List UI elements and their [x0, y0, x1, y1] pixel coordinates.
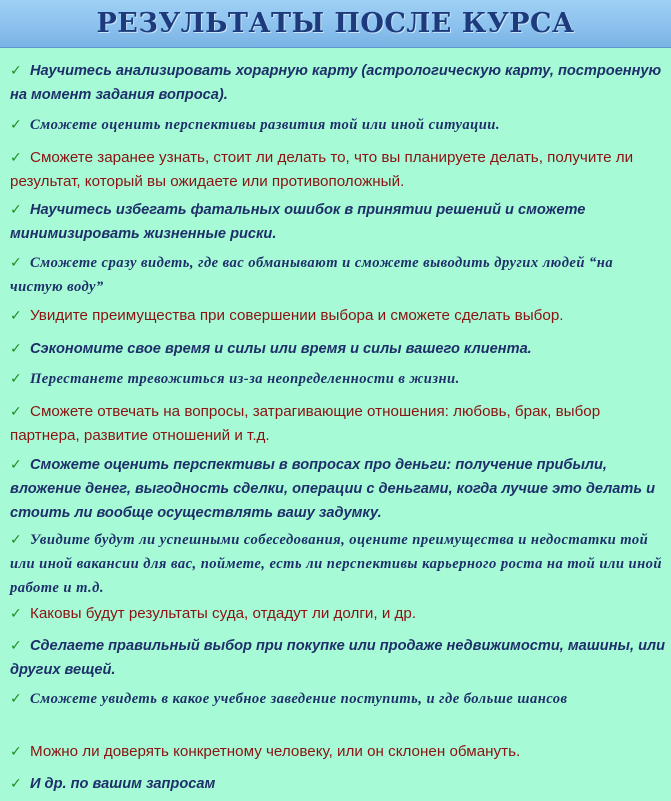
check-icon: ✓ [10, 638, 22, 654]
list-item [10, 337, 670, 361]
list-item [10, 251, 670, 299]
check-icon: ✓ [10, 117, 22, 133]
item-text: Сможете увидеть в какое учебное заведение поступить, и где больше шансов [30, 691, 568, 707]
check-icon: ✓ [10, 371, 22, 387]
check-icon: ✓ [10, 404, 22, 420]
item-text: Сможете заранее узнать, стоит ли делать то, что вы планируете делать, получите ли результат, который вы ожидаете или противоположный. [10, 149, 634, 190]
list-item [10, 453, 670, 525]
item-text: Научитесь анализировать хорарную карту (астрологическую карту, построенную на момент задания вопроса). [10, 63, 662, 103]
item-text: Каковы будут результаты суда, отдадут ли долги, и др. [30, 605, 417, 622]
list-item [10, 602, 670, 626]
page-title: РЕЗУЛЬТАТЫ ПОСЛЕ КУРСА [96, 8, 575, 39]
check-icon: ✓ [10, 63, 22, 79]
header-banner [0, 0, 671, 48]
check-icon: ✓ [10, 308, 22, 324]
check-icon: ✓ [10, 150, 22, 166]
check-icon: ✓ [10, 255, 22, 271]
list-item [10, 113, 670, 137]
list-item [10, 772, 670, 796]
check-icon: ✓ [10, 691, 22, 707]
item-text: Сможете сразу видеть, где вас обманывают и сможете выводить других людей “на чистую воду” [10, 255, 614, 295]
list-item [10, 198, 670, 246]
item-text: Научитесь избегать фатальных ошибок в принятии решений и сможете минимизировать жизненные риски. [10, 202, 586, 242]
list-item [10, 740, 670, 764]
item-text: Перестанете тревожиться из-за неопределенности в жизни. [30, 371, 460, 387]
check-icon: ✓ [10, 341, 22, 357]
item-text: Сможете отвечать на вопросы, затрагивающие отношения: любовь, брак, выбор партнера, развитие отношений и т.д. [10, 403, 601, 444]
check-icon: ✓ [10, 457, 22, 473]
check-icon: ✓ [10, 744, 22, 760]
check-icon: ✓ [10, 532, 22, 548]
check-icon: ✓ [10, 606, 22, 622]
item-text: Увидите будут ли успешными собеседования, оцените преимущества и недостатки той или иной вакансии для вас, поймете, есть ли перспективы карьерного роста на той или иной работе и т.д. [10, 532, 662, 596]
list-item [10, 528, 670, 600]
list-item [10, 367, 670, 391]
item-text: Можно ли доверять конкретному человеку, или он склонен обмануть. [30, 743, 521, 760]
item-text: Сделаете правильный выбор при покупке или продаже недвижимости, машины, или других вещей. [10, 638, 665, 678]
item-text: Сэкономите свое время и силы или время и силы вашего клиента. [30, 341, 532, 357]
list-item [10, 634, 670, 682]
item-text: Сможете оценить перспективы развития той или иной ситуации. [30, 117, 500, 133]
list-item [10, 687, 670, 711]
item-text: Увидите преимущества при совершении выбора и сможете сделать выбор. [30, 307, 564, 324]
list-item [10, 59, 670, 107]
item-text: И др. по вашим запросам [30, 776, 216, 792]
check-icon: ✓ [10, 202, 22, 218]
list-item [10, 400, 670, 447]
list-item [10, 304, 670, 328]
list-item [10, 146, 670, 193]
item-text: Сможете оценить перспективы в вопросах про деньги: получение прибыли, вложение денег, выгодность сделки, операции с деньгами, когда лучше это делать и стоить ли вообще осуществлять вашу задумку. [10, 457, 655, 521]
check-icon: ✓ [10, 776, 22, 792]
